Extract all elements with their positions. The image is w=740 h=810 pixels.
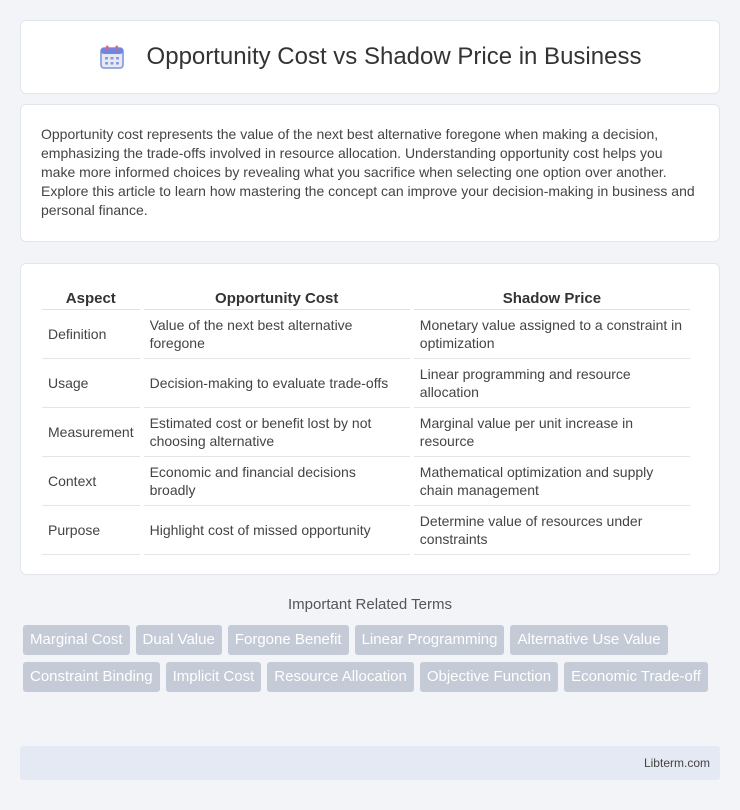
tag-objective-function[interactable]: Objective Function xyxy=(420,662,558,692)
comparison-table xyxy=(38,286,694,555)
table-cell-aspect: Measurement xyxy=(42,408,140,457)
table-row xyxy=(42,408,690,457)
column-header-opportunity-cost: Opportunity Cost xyxy=(144,286,410,310)
intro-text: Opportunity cost represents the value of the next best alternative foregone when making a decision, emphasizing the trade-offs involved in resource allocation. Understanding opportunity cost helps you make more informed choices by revealing what you sacrifice when selecting one option over another. Explore this article to learn how mastering the concept can improve your decision-making in business and personal finance. xyxy=(41,126,695,218)
table-row xyxy=(42,310,690,359)
intro-card xyxy=(20,104,720,242)
tag-forgone-benefit[interactable]: Forgone Benefit xyxy=(228,625,349,655)
calendar-icon xyxy=(99,44,125,70)
table-cell-shadow-price: Determine value of resources under constraints xyxy=(414,506,690,555)
tag-resource-allocation[interactable]: Resource Allocation xyxy=(267,662,414,692)
column-header-shadow-price: Shadow Price xyxy=(414,286,690,310)
table-row xyxy=(42,457,690,506)
related-terms-tags xyxy=(20,625,720,692)
table-cell-opportunity-cost: Highlight cost of missed opportunity xyxy=(144,506,410,555)
related-terms-title: Important Related Terms xyxy=(288,596,452,613)
table-cell-shadow-price: Linear programming and resource allocation xyxy=(414,359,690,408)
tag-implicit-cost[interactable]: Implicit Cost xyxy=(166,662,262,692)
table-cell-opportunity-cost: Decision-making to evaluate trade-offs xyxy=(144,359,410,408)
tag-linear-programming[interactable]: Linear Programming xyxy=(355,625,505,655)
table-cell-opportunity-cost: Economic and financial decisions broadly xyxy=(144,457,410,506)
tag-marginal-cost[interactable]: Marginal Cost xyxy=(23,625,130,655)
table-cell-opportunity-cost: Value of the next best alternative foregone xyxy=(144,310,410,359)
tag-alternative-use-value[interactable]: Alternative Use Value xyxy=(510,625,667,655)
column-header-aspect: Aspect xyxy=(42,286,140,310)
table-cell-shadow-price: Monetary value assigned to a constraint in optimization xyxy=(414,310,690,359)
tag-dual-value[interactable]: Dual Value xyxy=(136,625,222,655)
table-cell-aspect: Purpose xyxy=(42,506,140,555)
footer-site-link[interactable]: Libterm.com xyxy=(643,756,710,770)
footer xyxy=(20,746,720,780)
table-row xyxy=(42,359,690,408)
tag-economic-trade-off[interactable]: Economic Trade-off xyxy=(564,662,708,692)
header-card xyxy=(20,20,720,94)
table-cell-opportunity-cost: Estimated cost or benefit lost by not choosing alternative xyxy=(144,408,410,457)
table-cell-aspect: Usage xyxy=(42,359,140,408)
table-cell-aspect: Context xyxy=(42,457,140,506)
table-header-row xyxy=(42,286,690,310)
table-row xyxy=(42,506,690,555)
table-cell-aspect: Definition xyxy=(42,310,140,359)
comparison-table-card xyxy=(20,263,720,575)
table-cell-shadow-price: Marginal value per unit increase in resource xyxy=(414,408,690,457)
related-terms-section xyxy=(20,596,720,692)
tag-constraint-binding[interactable]: Constraint Binding xyxy=(23,662,160,692)
table-cell-shadow-price: Mathematical optimization and supply chain management xyxy=(414,457,690,506)
page-title: Opportunity Cost vs Shadow Price in Business xyxy=(146,43,642,70)
